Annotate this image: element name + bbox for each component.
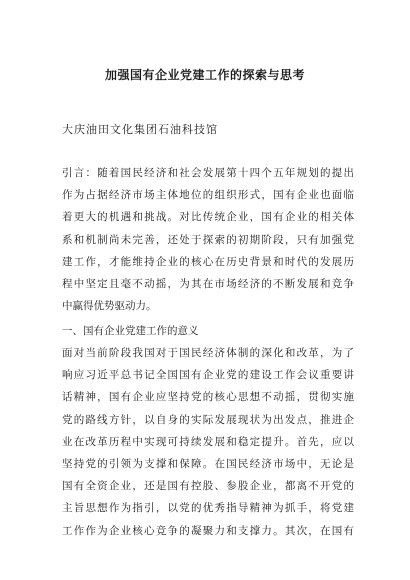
intro-line: 程中坚定且毫不动摇，为其在市场经济的不断发展和竞争 <box>62 277 354 290</box>
body-line: 主旨思想作为指引，以党的优秀指导精神为抓手，将党建 <box>62 502 354 515</box>
body-line: 响应习近平总书记全国国有企业党的建设工作会议重要讲 <box>62 369 354 382</box>
author-organization: 大庆油田文化集团石油科技馆 <box>62 123 218 136</box>
document-title: 加强国有企业党建工作的探索与思考 <box>104 68 305 82</box>
intro-line: 系和机制尚未完善，还处于探索的初期阶段，只有加强党 <box>62 233 354 246</box>
body-line: 党的路线方针，以自身的实际发展现状为出发点，推进企 <box>62 413 354 426</box>
intro-line: 着更大的机遇和挑战。对比传统企业，国有企业的相关体 <box>62 211 354 224</box>
body-line: 工作作为企业核心竞争的凝聚力和支撑力。其次，在国有 <box>62 524 354 537</box>
intro-line: 建工作，才能维持企业的核心在历史背景和时代的发展历 <box>62 255 354 268</box>
intro-line: 中赢得优势驱动力。 <box>62 300 157 313</box>
intro-line: 引言：随着国民经济和社会发展第十四个五年规划的提出 <box>62 167 354 179</box>
intro-line: 作为占据经济市场主体地位的组织形式，国有企业也面临 <box>62 189 354 202</box>
intro-paragraph <box>62 162 354 317</box>
body-line: 话精神，国有企业应坚持党的核心思想不动摇，贯彻实施 <box>62 391 354 404</box>
body-line: 面对当前阶段我国对于国民经济体制的深化和改革，为了 <box>62 347 354 359</box>
section-1-heading: 一、国有企业党建工作的意义 <box>62 325 199 337</box>
section-1-paragraph <box>62 342 354 542</box>
body-line: 国有全资企业，还是国有控股、参股企业，都离不开党的 <box>62 480 354 493</box>
body-line: 坚持党的引领为支撑和保障。在国民经济市场中，无论是 <box>62 457 354 470</box>
section-1 <box>62 320 354 342</box>
body-line: 业在改革历程中实现可持续发展和稳定提升。首先，应以 <box>62 435 354 448</box>
